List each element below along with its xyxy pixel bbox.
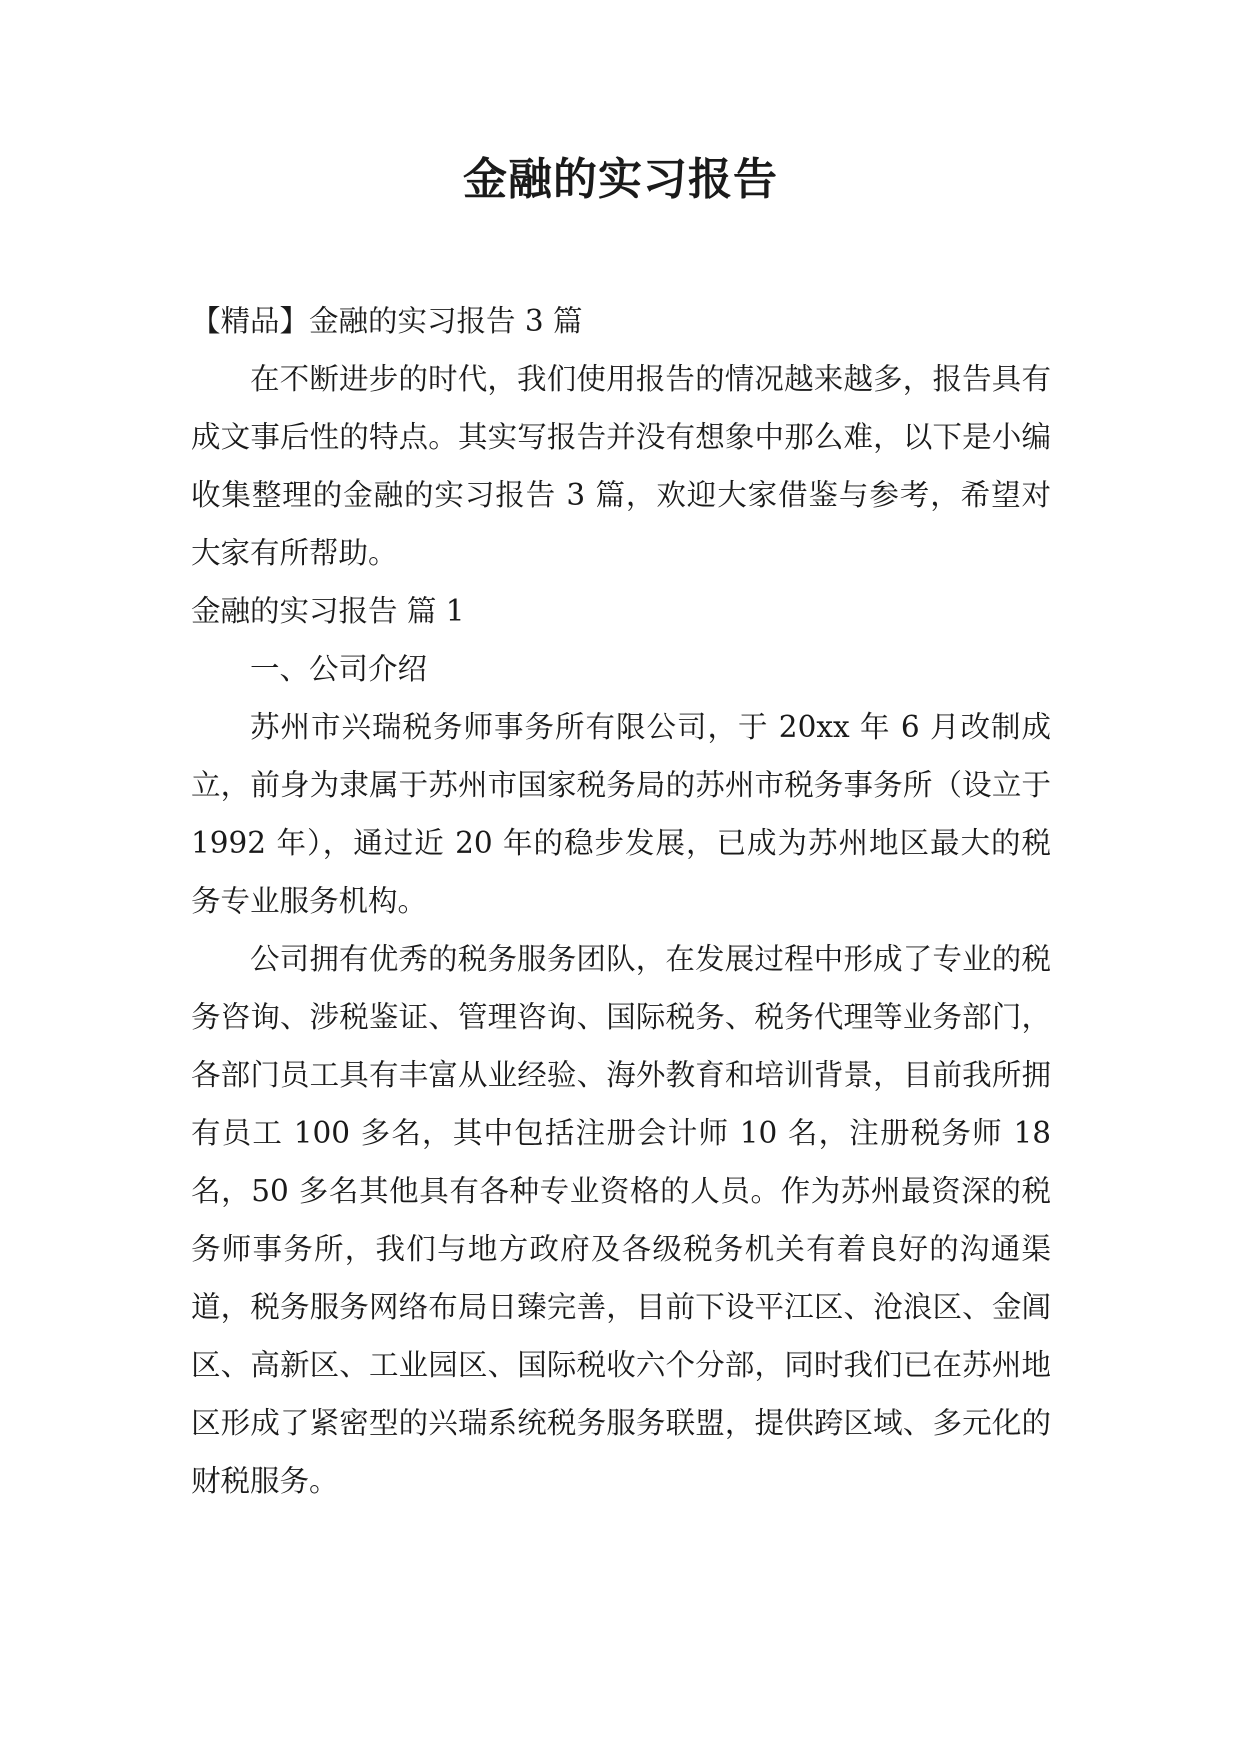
company-paragraph-1: 苏州市兴瑞税务师事务所有限公司，于 20xx 年 6 月改制成立，前身为隶属于苏州市国家税务局的苏州市税务事务所（设立于 1992 年），通过近 20 年的稳步发展，已成为苏州地区最大的税务专业服务机构。 — [191, 710, 1051, 918]
subheading: 一、公司介绍 — [250, 652, 428, 686]
page-title: 金融的实习报告 — [463, 154, 778, 205]
subtitle-line: 【精品】金融的实习报告 3 篇 — [191, 304, 583, 338]
document-body — [191, 292, 1051, 1510]
intro-paragraph: 在不断进步的时代，我们使用报告的情况越来越多，报告具有成文事后性的特点。其实写报告并没有想象中那么难，以下是小编收集整理的金融的实习报告 3 篇，欢迎大家借鉴与参考，希望对大家有所帮助。 — [191, 362, 1051, 570]
section-heading: 金融的实习报告 篇 1 — [191, 594, 465, 628]
company-paragraph-2: 公司拥有优秀的税务服务团队，在发展过程中形成了专业的税务咨询、涉税鉴证、管理咨询、国际税务、税务代理等业务部门，各部门员工具有丰富从业经验、海外教育和培训背景，目前我所拥有员工 100 多名，其中包括注册会计师 10 名，注册税务师 18 名，50 多名其他具有各种专业资格的人员。作为苏州最资深的税务师事务所，我们与地方政府及各级税务机关有着良好的沟通渠道，税务服务网络布局日臻完善，目前下设平江区、沧浪区、金阊区、高新区、工业园区、国际税收六个分部，同时我们已在苏州地区形成了紧密型的兴瑞系统税务服务联盟，提供跨区域、多元化的财税服务。 — [191, 942, 1051, 1498]
